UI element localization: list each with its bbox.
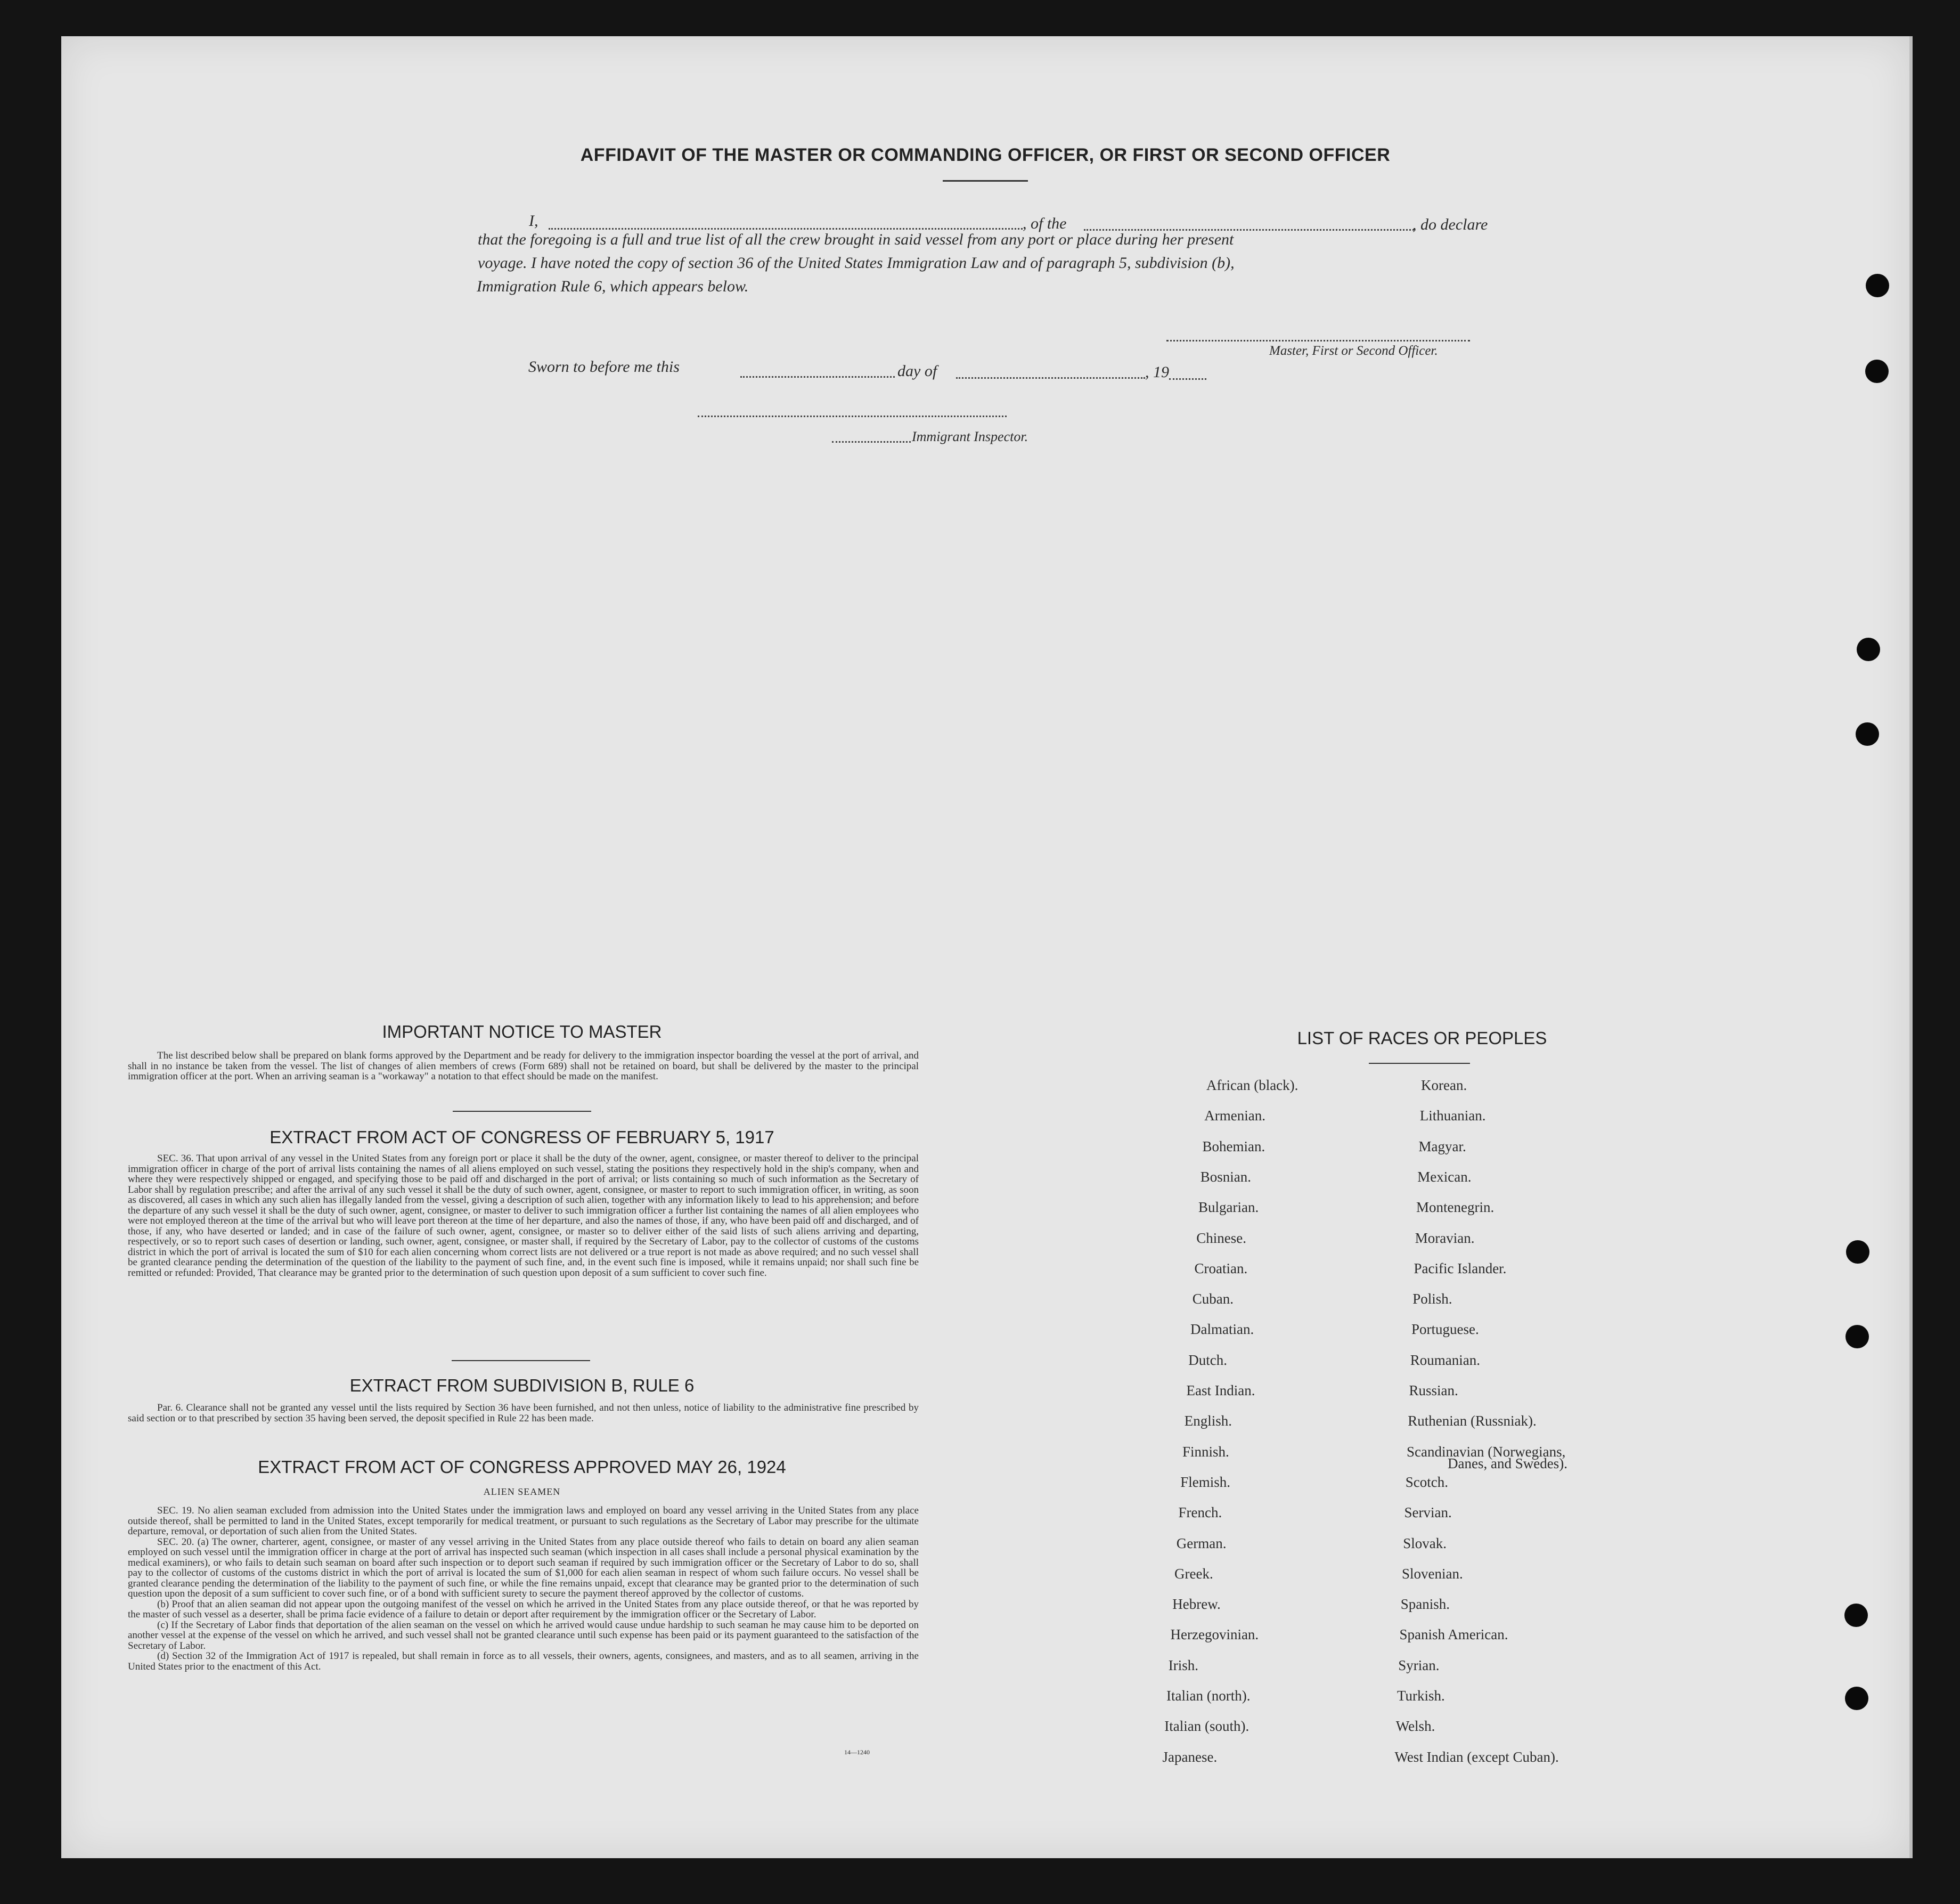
race-item: Bosnian. [1200, 1168, 1252, 1185]
sworn-day-of: day of [897, 362, 937, 380]
race-item: Scotch. [1405, 1474, 1448, 1490]
race-item: African (black). [1206, 1077, 1298, 1093]
divider [453, 1111, 591, 1112]
race-item: Ruthenian (Russniak). [1408, 1413, 1537, 1429]
extract-1924-body [128, 1506, 919, 1672]
race-item: Dalmatian. [1190, 1321, 1254, 1338]
extract-1917-title: EXTRACT FROM ACT OF CONGRESS OF FEBRUARY 5, 1917 [270, 1127, 774, 1147]
race-item: Welsh. [1395, 1718, 1435, 1735]
race-item: Bohemian. [1202, 1138, 1265, 1154]
race-item: Roumanian. [1410, 1352, 1480, 1368]
punch-hole [1866, 274, 1889, 297]
race-item: German. [1176, 1535, 1227, 1551]
sec-20a: SEC. 20. (a) The owner, charterer, agent, consignee, or master of any vessel arriving in the United States from any place outside thereof who fails to detain on board any alien seaman employed on such vessel until the immigration officer in charge at the port of arrival has inspected such seaman (which inspection in all cases shall include a personal physical examination by the medical examiners), or who fails to detain such seaman on board after such inspection or to deport such seaman if required by such immigration officer or the Secretary of Labor to do so, shall pay to the collector of customs of the customs district in which the port of arrival is located the sum of $1,000 for each alien seaman in respect of whom such failure occurs. No vessel shall be granted clearance pending the determination of the liability to the payment of such fine, or while the fine remains unpaid, except that clearance may be granted prior to the determination of such question upon the deposit of a sum sufficient to cover such fine, or of a bond with sufficient surety to secure the payment thereof approved by the collector of customs. [128, 1536, 919, 1599]
divider [452, 1360, 590, 1361]
race-item: Polish. [1412, 1291, 1452, 1307]
race-item: Bulgarian. [1198, 1199, 1259, 1216]
race-item: Turkish. [1397, 1688, 1445, 1704]
race-item: Armenian. [1204, 1108, 1265, 1124]
sworn-prefix: Sworn to before me this [528, 358, 680, 376]
inspector-lead-dots [832, 441, 911, 443]
page-edge [1909, 36, 1913, 1858]
punch-hole [1844, 1604, 1868, 1627]
extract-1917-body: SEC. 36. That upon arrival of any vessel in the United States from any foreign port or place it shall be the duty of the owner, agent, consignee, or master thereof to deliver to the principal immigration officer in charge of the port of arrival lists containing the names of all aliens employed on such vessel, stating the positions they respectively hold in the ship's company, when and where they were respectively shipped or engaged, and specifying those to be paid off and discharged in the port of arrival; or lists containing so much of such information as the Secretary of Labor shall by regulation prescribe; and after the arrival of any such vessel it shall be the duty of such owner, agent, consignee, or master to report to such immigration officer, in writing, as soon as discovered, all cases in which any such alien has illegally landed from the vessel, giving a description of such alien, together with any information likely to lead to his apprehension; and before the departure of any such vessel it shall be the duty of such owner, agent, consignee, or master to deliver to such immigration officer a further list containing the names of all alien employees who were not employed thereon at the time of the arrival but who will leave port thereon at the time of her departure, and also the names of those, if any, who have been paid off and discharged, and of those, if any, who have deserted or landed; and in case of the failure of such owner, agent, consignee, or master so to deliver either of the said lists of such aliens arriving and departing, respectively, or so to report such cases of desertion or landing, such owner, agent, consignee, or master shall, if required by the Secretary of Labor, pay to the collector of customs of the customs district in which the port of arrival is located the sum of $10 for each alien concerning whom correct lists are not delivered or a true report is not made as above required; and no such vessel shall be granted clearance pending the determination of the question of the liability to the payment of such fine, and, in the event such fine is imposed, while it remains unpaid; nor shall such fine be remitted or refunded: Provided, That clearance may be granted prior to the determination of such question upon deposit of a sum sufficient to cover such fine. [128, 1153, 919, 1279]
alien-seamen-subtitle: ALIEN SEAMEN [483, 1486, 561, 1497]
signature-label: Master, First or Second Officer. [1269, 344, 1438, 358]
race-item: Magyar. [1418, 1138, 1466, 1154]
affidavit-line-3: voyage. I have noted the copy of section 36 of the United States Immigration Law and of paragraph 5, subdivision (b), [478, 254, 1235, 272]
race-item: Servian. [1404, 1504, 1452, 1521]
sworn-year-blank [1169, 378, 1206, 380]
affidavit-line-4: Immigration Rule 6, which appears below. [477, 278, 749, 295]
notice-title: IMPORTANT NOTICE TO MASTER [382, 1022, 662, 1041]
inspector-signature-blank [698, 416, 1007, 417]
race-item: Lithuanian. [1419, 1108, 1486, 1124]
sec-19: SEC. 19. No alien seaman excluded from admission into the United States under the immigration laws and employed on board any vessel arriving in the United States from any place outside thereof, shall be permitted to land in the United States, except temporarily for medical treatment, or pursuant to such regulations as the Secretary of Labor may prescribe for the ultimate departure, removal, or deportation of such alien from the United States. [128, 1505, 919, 1537]
sec-20b: (b) Proof that an alien seaman did not appear upon the outgoing manifest of the vessel on which he arrived in the United States from any place outside thereof, or that he was reported by the master of such vessel as a deserter, shall be prima facie evidence of a failure to detain or deport after requirement by the immigration officer or the Secretary of Labor. [128, 1598, 919, 1620]
race-item: Russian. [1409, 1382, 1458, 1398]
punch-hole [1857, 638, 1880, 661]
sworn-year: , 19 [1145, 363, 1169, 381]
race-item: Hebrew. [1172, 1596, 1221, 1613]
race-item: Dutch. [1188, 1352, 1227, 1368]
name-blank [549, 228, 1023, 230]
race-item: French. [1178, 1504, 1222, 1521]
notice-body: The list described below shall be prepared on blank forms approved by the Department and be ready for delivery to the immigration inspector boarding the vessel at the port of arrival, and shall in no instance be taken from the vessel. The list of changes of alien members of crews (Form 689) shall not be retained on board, but shall be delivered by the master to the principal immigration officer at the port. When an arriving seaman is a "workaway" a notation to that effect should be made on the manifest. [128, 1050, 919, 1082]
race-item: West Indian (except Cuban). [1394, 1748, 1559, 1765]
affidavit-of-the: , of the [1023, 215, 1067, 232]
race-item: Spanish American. [1399, 1626, 1508, 1643]
race-item: Mexican. [1417, 1168, 1472, 1185]
punch-hole [1845, 1325, 1869, 1348]
race-item: Japanese. [1162, 1748, 1218, 1765]
sworn-day-blank [740, 376, 895, 378]
race-item: Slovak. [1403, 1535, 1447, 1551]
affidavit-title: AFFIDAVIT OF THE MASTER OR COMMANDING OFFICER, OR FIRST OR SECOND OFFICER [580, 145, 1391, 165]
sec-20d: (d) Section 32 of the Immigration Act of 1917 is repealed, but shall remain in force as to all vessels, their owners, agents, consignees, and masters, and as to all seamen, arriving in the United States prior to the enactment of this Act. [128, 1650, 919, 1672]
inspector-label: Immigrant Inspector. [912, 429, 1028, 444]
race-item: Croatian. [1194, 1260, 1248, 1276]
race-item: Pacific Islander. [1414, 1260, 1507, 1276]
race-item: Irish. [1168, 1657, 1198, 1673]
extract-1924-title: EXTRACT FROM ACT OF CONGRESS APPROVED MAY 26, 1924 [258, 1457, 786, 1477]
sec-20c: (c) If the Secretary of Labor finds that deportation of the alien seaman on the vessel on which he arrived would cause undue hardship to such seaman he may cause him to be deported on another vessel at the expense of the vessel on which he arrived, and such vessel shall not be granted clearance until such expense has been paid or its payment guaranteed to the satisfaction of the Secretary of Labor. [128, 1619, 919, 1651]
race-item: East Indian. [1186, 1382, 1255, 1398]
race-item: Finnish. [1182, 1443, 1229, 1460]
race-item: Danes, and Swedes). [1448, 1455, 1567, 1471]
race-item: Italian (south). [1164, 1718, 1250, 1735]
race-item: Cuban. [1192, 1291, 1234, 1307]
punch-hole [1865, 360, 1889, 383]
title-divider [943, 180, 1028, 182]
race-item: Syrian. [1398, 1657, 1440, 1673]
race-item: Slovenian. [1402, 1565, 1463, 1582]
punch-hole [1856, 722, 1879, 746]
race-item: Chinese. [1196, 1230, 1246, 1246]
signature-blank [1166, 340, 1470, 341]
affidavit-line-2: that the foregoing is a full and true list of all the crew brought in said vessel from any port or place during her present [478, 231, 1234, 248]
race-item: Flemish. [1180, 1474, 1231, 1490]
sworn-month-blank [956, 377, 1145, 379]
race-item: Italian (north). [1166, 1688, 1251, 1704]
race-item: Portuguese. [1411, 1321, 1479, 1338]
race-item: Scandinavian (Norwegians, [1407, 1443, 1566, 1460]
races-divider [1369, 1063, 1470, 1064]
punch-hole [1846, 1240, 1869, 1264]
race-item: Moravian. [1415, 1230, 1475, 1246]
extract-rule6-body: Par. 6. Clearance shall not be granted any vessel until the lists required by Section 36 have been furnished, and not then unless, notice of liability to the administrative fine prescribed by said section or to that prescribed by section 35 having been served, the deposit specified in Rule 22 has been made. [128, 1402, 919, 1424]
race-item: English. [1184, 1413, 1232, 1429]
race-item: Korean. [1421, 1077, 1467, 1093]
race-item: Montenegrin. [1416, 1199, 1494, 1216]
form-number: 14—1240 [844, 1748, 870, 1756]
punch-hole [1845, 1687, 1868, 1710]
extract-rule6-title: EXTRACT FROM SUBDIVISION B, RULE 6 [349, 1376, 695, 1395]
affidavit-i: I, [529, 212, 538, 230]
race-item: Herzegovinian. [1170, 1626, 1259, 1643]
affidavit-declare: , do declare [1412, 216, 1488, 233]
race-item: Spanish. [1400, 1596, 1450, 1613]
race-item: Greek. [1174, 1565, 1213, 1582]
races-title: LIST OF RACES OR PEOPLES [1297, 1028, 1547, 1048]
